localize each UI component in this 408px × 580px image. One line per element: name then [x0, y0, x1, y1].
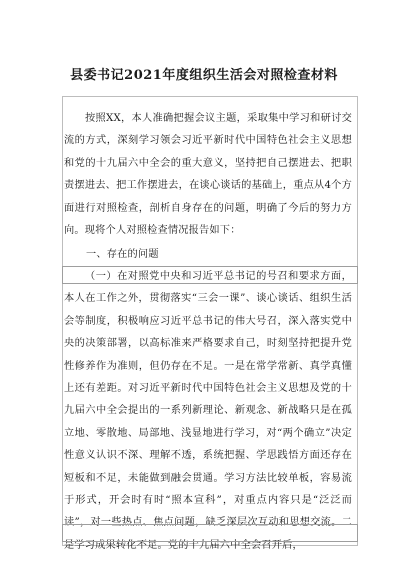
- line-frame: [62, 524, 358, 542]
- document-title: 县委书记2021年度组织生活会对照检查材料: [70, 68, 338, 83]
- intro-paragraph: 按照XX，本人准确把握会议主题，采取集中学习和研讨交流的方式，深刻学习领会习近平新时代中国特色社会主义思想和党的十九届六中全会的重大意义，坚持把自己摆进去、把职责摆进去、把工作摆进去，在谈心谈话的基础上，重点从4个方面进行对照检查，剖析自身存在的问题，明确了今后的努力方向。现将个人对照检查情况报告如下：: [64, 113, 352, 237]
- section-heading: 一、存在的问题: [86, 249, 159, 260]
- line-frame: [62, 266, 358, 284]
- body-paragraph: （一）在对照党中央和习近平总书记的号召和要求方面，本人在工作之外，贯彻落实“三会一课”、谈心谈话、组织生活会等制度，积极响应习近平总书记的伟大号召，深入落实党中央的决策部署，以高标准来严格要求自己，时刻坚持把提升党性修养作为准则，但仍存在不足。一是在常学常新、真学真懂上还有差距。对习近平新时代中国特色社会主义思想及党的十九届六中全会提出的一系列新理论、新观念、新战略只是在孤立地、零散地、局部地、浅显地进行学习，对“两个确立”决定性意义认识不深、理解不透，系统把握、学思践悟方面还存在短板和不足，未能做到融会贯通。学习方法比较单板，容易流于形式，开会时有时“照本宣科”，对重点内容只是“泛泛而读”，对一些热点、焦点问题，缺乏深层次互动和思想交流。二是学习成果转化不足。党的十九届六中全会召开后，: [64, 271, 352, 551]
